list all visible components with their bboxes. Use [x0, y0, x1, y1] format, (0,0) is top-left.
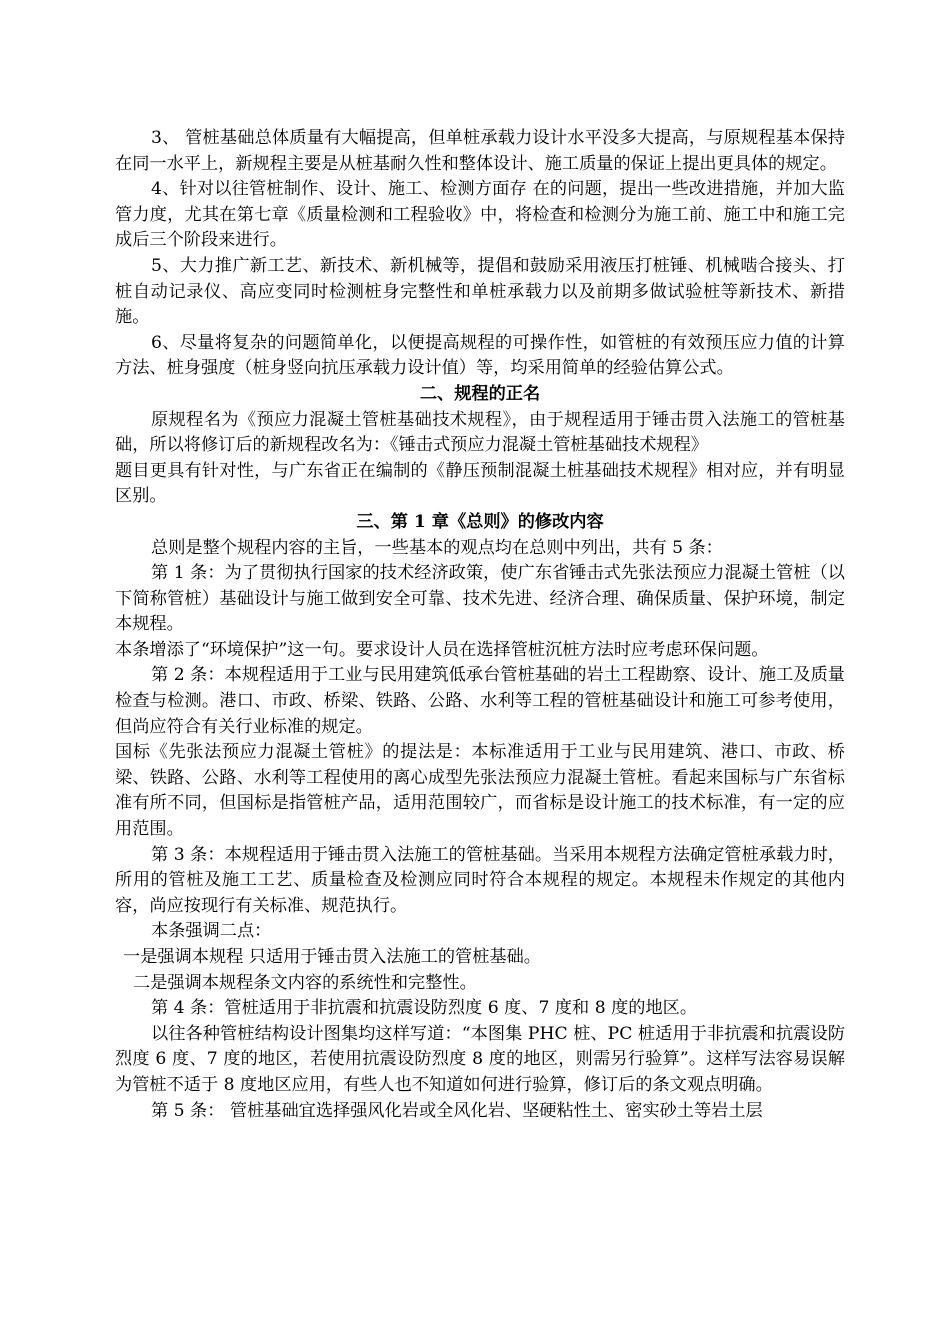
document-page [115, 126, 845, 1124]
paragraph: 5、大力推广新工艺、新技术、新机械等，提倡和鼓励采用液压打桩锤、机械啮合接头、打桩自动记录仪、高应变同时检测桩身完整性和单桩承载力以及前期多做试验桩等新技术、新措施。 [115, 255, 845, 328]
paragraph: 二是强调本规程条文内容的系统性和完整性。 [133, 972, 477, 993]
paragraph: 4、针对以往管桩制作、设计、施工、检测方面存 在的问题，提出一些改进措施，并加大监管力度，尤其在第七章《质量检测和工程验收》中，将检查和检测分为施工前、施工中和施工完成后三个阶段来进行。 [115, 179, 845, 251]
paragraph: 原规程名为《预应力混凝土管桩基础技术规程》，由于规程适用于锤击贯入法施工的管桩基础，所以将修订后的新规程改名为：《锤击式预应力混凝土管桩基础技术规程》 [115, 409, 845, 456]
paragraph: 第 4 条：管桩适用于非抗震和抗震设防烈度 6 度、7 度和 8 度的地区。 [151, 998, 698, 1019]
paragraph: 第 3 条：本规程适用于锤击贯入法施工的管桩基础。当采用本规程方法确定管桩承载力时，所用的管桩及施工工艺、质量检查及检测应同时符合本规程的规定。本规程未作规定的其他内容，尚应按现行有关标准、规范执行。 [115, 844, 845, 916]
paragraph: 第 1 条：为了贯彻执行国家的技术经济政策，使广东省锤击式先张法预应力混凝土管桩（以下简称管桩）基础设计与施工做到安全可靠、技术先进、经济合理、确保质量、保护环境，制定本规程。 [115, 563, 845, 635]
paragraph: 第 5 条： 管桩基础宜选择强风化岩或全风化岩、坚硬粘性土、密实砂土等岩土层 [151, 1100, 763, 1121]
paragraph: 3、 管桩基础总体质量有大幅提高，但单桩承载力设计水平没多大提高，与原规程基本保持在同一水平上，新规程主要是从桩基耐久性和整体设计、施工质量的保证上提出更具体的规定。 [115, 128, 845, 174]
paragraph: 一是强调本规程 只适用于锤击贯入法施工的管桩基础。 [123, 947, 541, 967]
paragraph: 国标《先张法预应力混凝土管桩》的提法是：本标准适用于工业与民用建筑、港口、市政、桥梁、铁路、公路、水利等工程使用的离心成型先张法预应力混凝土管桩。看起来国标与广东省标准有所不同，但国标是指管桩产品，适用范围较广，而省标是设计施工的技术标准，有一定的应用范围。 [115, 742, 845, 840]
paragraph: 本条强调二点： [151, 921, 272, 942]
section-heading: 三、第 1 章《总则》的修改内容 [356, 511, 604, 532]
paragraph: 题目更具有针对性，与广东省正在编制的《静压预制混凝土桩基础技术规程》相对应，并有明显区别。 [115, 460, 845, 507]
section-heading: 二、规程的正名 [419, 383, 541, 404]
paragraph: 以往各种管桩结构设计图集均这样写道：“本图集 PHC 桩、PC 桩适用于非抗震和抗震设防烈度 6 度、7 度的地区，若使用抗震设防烈度 8 度的地区，则需另行验算”。这样写法容易误解为管桩不适于 8 度地区应用，有些人也不知道如何进行验算，修订后的条文观点明确。 [115, 1023, 845, 1095]
paragraph: 总则是整个规程内容的主旨，一些基本的观点均在总则中列出，共有 5 条： [151, 537, 723, 558]
paragraph: 本条增添了“环境保护”这一句。要求设计人员在选择管桩沉桩方法时应考虑环保问题。 [115, 639, 769, 660]
paragraph: 第 2 条：本规程适用于工业与民用建筑低承台管桩基础的岩土工程勘察、设计、施工及质量检查与检测。港口、市政、桥梁、铁路、公路、水利等工程的管桩基础设计和施工可参考使用，但尚应符合有关行业标准的规定。 [115, 665, 845, 737]
paragraph: 6、尽量将复杂的问题简单化，以便提高规程的可操作性，如管桩的有效预压应力值的计算方法、桩身强度（桩身竖向抗压承载力设计值）等，均采用简单的经验估算公式。 [115, 332, 845, 379]
